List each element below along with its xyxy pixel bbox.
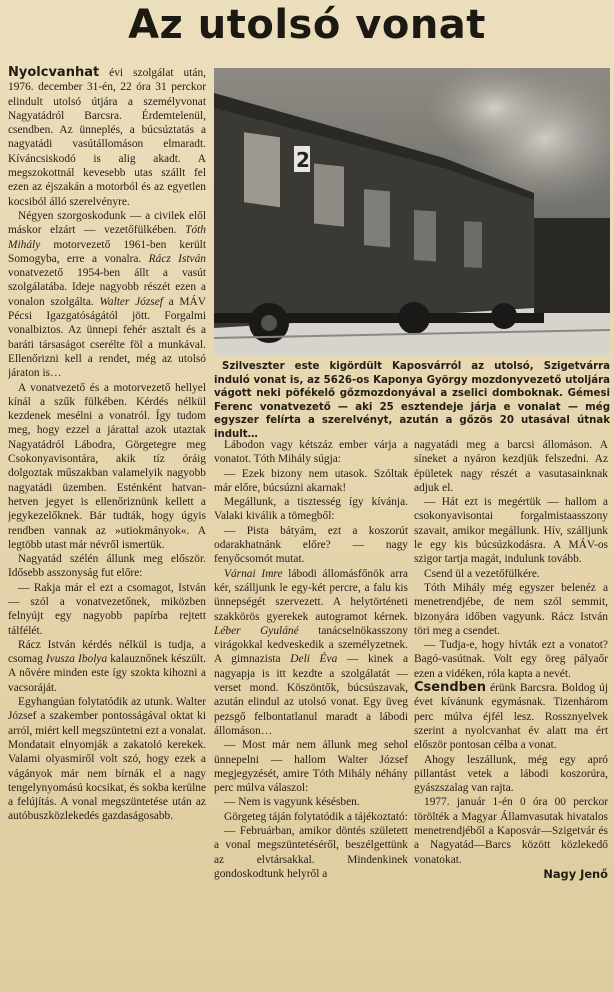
paragraph: Tóth Mihály még egyszer belenéz a menetrendjébe, de nem szól semmit, bizonyára időben vagyunk. Rácz István töri meg a csendet.: [414, 581, 608, 637]
train-photo: [214, 68, 610, 355]
paragraph: Négyen szorgoskodunk — a civilek elől máskor elzárt — vezetőfülkében. Tóth Mihály motorvezető 1961-ben került Somogyba, erre a vonalra. Rácz István vonatvezető 1954-ben állt a vasút szolgálatába. Ideje nagyobb részét ezen a vonalon szolgálta. Walter József a MÁV Pécsi Igazgatóságától jött. Forgalmi vonalbiztos. Az ünnepi fehér asztalt és a baráti társaságot cserélte föl a munkával. Ellenőrizni kell a rendet, még az utolsó járaton is…: [8, 209, 206, 380]
headline: Az utolsó vonat: [128, 2, 486, 48]
person-name: Tóth Mihály: [8, 224, 206, 251]
paragraph: Egyhangúan folytatódik az utunk. Walter József a szakember pontosságával oktat ki arról, miért kell megszüntetni ezt a vonalat. Mondatait elnyomják a zakatoló kerekek. Valami olyasmiről volt szó, hogy ezek a vágányok már nem bírnák el a nagy tengelynyomású kocsikat, és sokba kerülne a felújítás. A vonal megszüntetése után az autóbuszközlekedés gazdaságosabb.: [8, 696, 206, 823]
paragraph: Várnai Imre lábodi állomásfőnök arra kér, szálljunk le egy-két percre, a falu kis ünnepségét szervezett. A helytörténeti szakkörös gyerekek autogramot kérnek. Léber Gyuláné tanácselnökasszony virágokkal kedveskedik a személyzetnek. A gimnazista Deli Éva — kinek a nagyapja is itt kezdte a szolgálatát — verset mond. Köszöntők, búcsúszavak, azután elindul az utolsó vonat. Egy üveg pezsgő felbontatlanul maradt a lábodi állomáson…: [214, 567, 408, 737]
column-1: [8, 66, 206, 990]
paragraph: Megállunk, a tisztesség így kívánja. Valaki kiválik a tömegből:: [214, 496, 408, 523]
paragraph: — Tudja-e, hogy hívták ezt a vonatot? Bagó-vasútnak. Volt egy öreg pályaőr ezen a vidéken, róla kapta a nevét.: [414, 639, 608, 680]
paragraph: Lábodon vagy kétszáz ember várja a vonatot. Tóth Mihály súgja:: [214, 439, 408, 466]
paragraph: Nagyatád szélén állunk meg először. Idősebb asszonyság fut előre:: [8, 553, 206, 580]
person-name: Walter József: [99, 295, 163, 308]
person-name: Ivusza Ibolya: [45, 653, 108, 666]
car-number: 2: [296, 148, 310, 172]
author-byline: Nagy Jenő: [543, 866, 608, 881]
photo-caption: Szilveszter este kigördült Kaposvárról az utolsó, Szigetvárra induló vonat is, az 5626-os Kaponya György mozdonyvezető utoljára vágott neki pöfékelő gőzmozdonyával a zselici domboknak. Gémesi Ferenc vonatvezető — aki 25 esztendeje járja e vonalat — még egyszer felírta a szerelvényt, azután a gőzös 20 utasával útnak indult…: [214, 361, 610, 440]
lead-word: Nyolcvanhat: [8, 66, 100, 80]
column-2: [214, 438, 408, 990]
paragraph: — Rakja már el ezt a csomagot, István — szól a vonatvezetőnek, miközben felnyújt egy nagyobb papírba rejtett tálfélét.: [8, 581, 206, 637]
paragraph: nagyatádi meg a barcsi állomáson. A síneket a nyáron kezdjük felszedni. Az épületek nagy részét a vasutasainknak adjuk el.: [414, 439, 608, 494]
paragraph: — Februárban, amikor döntés született a vonal megszüntetéséről, beszélgettünk az elvtársakkal. Mindenkinek gondoskodtunk helyről a: [214, 825, 408, 880]
person-name: Léber Gyuláné: [214, 624, 299, 637]
paragraph: Ahogy leszállunk, még egy apró pillantást vetek a lábodi koszorúra, gyászszalag van rajta.: [414, 753, 608, 795]
paragraph: — Nem is vagyunk késésben.: [224, 796, 360, 809]
paragraph: Csendben érünk Barcsra. Boldog új évet kívánunk egymásnak. Tizenhárom perc múlva éjfél lesz. Rossznyelvek szerint a nyolcvanhat év alatt ma ért először pontosan célba a vonat.: [414, 680, 608, 752]
paragraph: Csend ül a vezetőfülkére.: [424, 567, 540, 580]
paragraph: — Pista bátyám, ezt a koszorút odarakhatnánk előre? — nagy fenyőcsomót mutat.: [214, 524, 408, 566]
paragraph: — Ezek bizony nem utasok. Szóltak már előre, búcsúzni akarnak!: [214, 467, 408, 494]
paragraph: A vonatvezető és a motorvezető hellyel kínál a szűk fülkében. Kérdés nélkül kezdenek mesélni a vonatról. Így tudom meg, hogy ezzel a járattal azok utaztak Nagyatádról Lábodra, Görgetegre meg Csokonyavisontára, akik tíz óráig dolgoztak műszakban valamelyik nagyobb nagyatádi üzemben. Esténként hatvan-hetven jegyet is ellenőriznünk kellett a jegykezelőknek. Bár tudták, hogy úgyis rendben vannak az »utiokmányok«. A legtöbb utast már névről ismertük.: [8, 381, 206, 551]
train-illustration: [214, 68, 610, 355]
paragraph: Nyolcvanhat évi szolgálat után, 1976. december 31-én, 22 óra 31 perckor elindult utolsó útjára a személyvonat Nagyatádról Barcsra. Érdemtelenül, csendben. Az ünneplés, a búcsúztatás a nagyatádi vasútállomáson elmaradt. Kíváncsiskodó is alig akadt. A megszokottnál kevesebb utas szállt fel ezen az éjszakán a motorból és az egyetlen kocsiból álló szerelvényre.: [8, 66, 206, 208]
person-name: Várnai Imre: [224, 567, 283, 580]
lead-word: Csendben: [414, 680, 487, 696]
paragraph: — Most már nem állunk meg sehol ünnepelni — hallom Walter József megjegyzését, amire Tóth Mihály néhány perc múlva válaszol:: [214, 739, 408, 795]
person-name: Deli Éva: [290, 653, 338, 666]
person-name: Rácz István: [148, 252, 206, 265]
paragraph: 1977. január 1-én 0 óra 00 perckor törölték a Magyar Államvasutak hivatalos menetrendjéből a Kaposvár—Szigetvár és a Nagyatád—Barcs között közlekedő vonatokat.: [414, 796, 608, 866]
paragraph: Görgeteg táján folytatódik a tájékoztató:: [224, 810, 408, 823]
paragraph: Rácz István kérdés nélkül is tudja, a csomag Ivusza Ibolya kalauznőnek készült. A nővére minden este így szokta kihozni a vacsoráját.: [8, 638, 206, 694]
paragraph: — Hát ezt is megértük — hallom a csokonyavisontai forgalmistaasszony szavait, amikor megállunk. Hív, szálljunk le egy kis búcsúzkodásra. A MÁV-os szigor tartja magát, indulunk tovább.: [414, 496, 608, 566]
column-3: [414, 438, 608, 990]
